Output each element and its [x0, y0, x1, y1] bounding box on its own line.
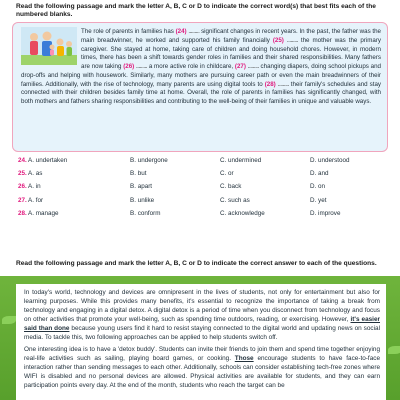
option-27-b[interactable]: B. unlike — [130, 196, 155, 204]
option-28-c[interactable]: C. acknowledge — [220, 209, 265, 217]
passage2-background — [0, 276, 400, 400]
leaf-decoration-icon — [388, 346, 400, 354]
question-27: 27. A. for B. unlike C. such as D. yet — [18, 196, 327, 204]
passage1-box — [12, 22, 388, 152]
option-26-a[interactable]: A. in — [28, 183, 41, 191]
option-25-d[interactable]: D. and — [310, 170, 329, 178]
underlined-phrase: it's easier said than done — [24, 316, 380, 333]
blank-24: ......... — [188, 28, 200, 35]
underlined-word-those: Those — [234, 355, 254, 363]
instruction-part2: Read the following passage and mark the letter A, B, C or D to indicate the correct answer to each of the questions. — [16, 260, 377, 267]
blank-28: ......... — [277, 80, 289, 88]
option-26-d[interactable]: D. on — [310, 183, 326, 191]
blank-26-number: (26) — [123, 63, 135, 70]
passage2-paragraph-2: One interesting idea is to have a 'detox buddy'. Students can invite their friends to join them and spend time together enjoying real-life activities such as sailing, playing board games, or cooking. Those encourage students to have face-to-face interaction rather than sending messages to each other. Additionally, schools can consider establishing tech-free zones where WIFI is disabled and no personal devices are allowed. Physical activities are available for students, and they can earn participation points every day. At the end of the month, students who reach the target can be — [24, 346, 380, 390]
passage2-box — [16, 284, 386, 400]
option-28-d[interactable]: D. improve — [310, 209, 341, 217]
blank-24-number: (24) — [175, 28, 187, 35]
question-28: 28. A. manage B. conform C. acknowledge D. improve — [18, 209, 341, 217]
option-28-a[interactable]: A. manage — [28, 209, 59, 217]
option-26-b[interactable]: B. apart — [130, 183, 153, 191]
option-28-b[interactable]: B. conform — [130, 209, 161, 217]
option-24-d[interactable]: D. understood — [310, 157, 350, 164]
instruction-part1: Read the following passage and mark the letter A, B, C or D to indicate the correct word(s) that best fits each of the numbered blanks. — [16, 3, 376, 18]
option-25-c[interactable]: C. or — [220, 170, 234, 178]
question-24: 24. A. undertaken B. undergone C. undermined D. understood — [18, 157, 350, 164]
passage2-text — [24, 288, 380, 394]
question-list — [18, 157, 384, 223]
option-27-a[interactable]: A. for — [28, 196, 44, 204]
option-26-c[interactable]: C. back — [220, 183, 242, 191]
question-26: 26. A. in B. apart C. back D. on — [18, 183, 326, 191]
passage1-text: The role of parents in families has (24) ......... significant changes in recent years. In the past, the father was the main breadwinner, he worked and supported his family financially (25) ......... the mother was the primary caregiver. She stayed at home, taking care of children and doing household chores. However, in modern times, there has been a shift towards gender roles in families and their shared responsibilities. Many fathers are now taking (26) ......... a more active role in childcare, (27) ......... changing diapers, doing school pickups and drop-offs and helping with housework. Similarly, many mothers are pursuing career path or even the main breadwinners of their families. Additionally, with the rise of technology, many parents are using digital tools to (28) ......... their family's schedules and stay connected with their children besides family time at home. Overall, the role of parents in families has significantly changed, with both mothers and fathers sharing responsibilities and contributing to the well-being of their families in unique and valuable ways. — [21, 28, 381, 105]
blank-25: ......... — [286, 36, 298, 44]
blank-27: ......... — [247, 63, 259, 70]
blank-28-number: (28) — [264, 80, 276, 88]
option-25-a[interactable]: A. as — [28, 170, 43, 178]
option-25-b[interactable]: B. but — [130, 170, 147, 178]
option-27-d[interactable]: D. yet — [310, 196, 327, 204]
option-24-a[interactable]: A. undertaken — [28, 157, 68, 164]
option-24-b[interactable]: B. undergone — [130, 157, 168, 164]
option-27-c[interactable]: C. such as — [220, 196, 250, 204]
option-24-c[interactable]: C. undermined — [220, 157, 262, 164]
passage2-paragraph-1: In today's world, technology and devices are omnipresent in the lives of students, not only for entertainment but also for learning purposes. While this provides many benefits, it's essential to recognize the importance of taking a break from technology and engaging in a digital detox. A digital detox is a period of time when you disconnect from technology and focus on other activities that promote your well-being, such as spending time outdoors, reading, or exercising. However, it's easier said than done because young users find it hard to resist staying connected to the digital world and updating news on social media. To tackle this, two following approaches can be applied to help students switch off. — [24, 289, 380, 342]
blank-26: ......... — [136, 63, 148, 70]
blank-27-number: (27) — [234, 63, 246, 70]
question-25: 25. A. as B. but C. or D. and — [18, 170, 329, 178]
blank-25-number: (25) — [272, 36, 284, 44]
leaf-decoration-icon — [2, 316, 16, 324]
